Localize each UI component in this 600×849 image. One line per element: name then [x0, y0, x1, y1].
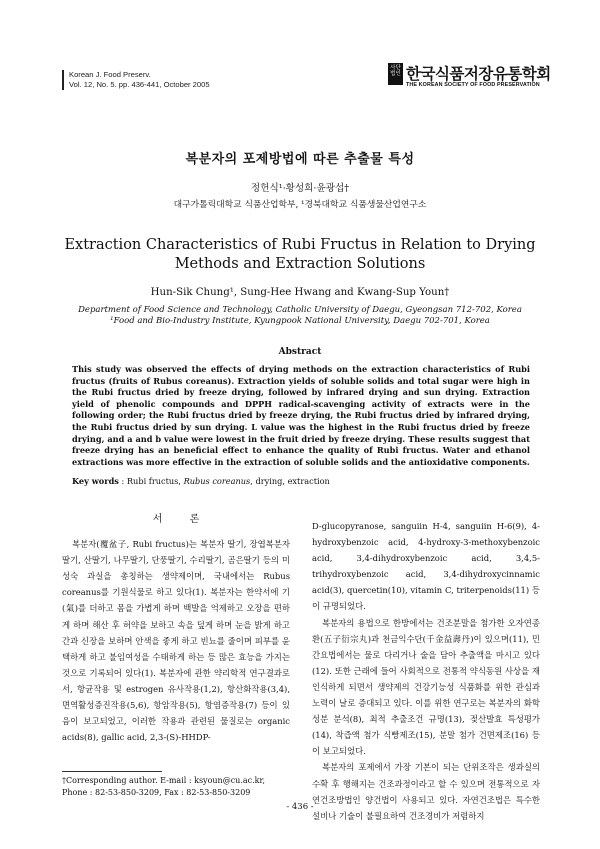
korean-affiliation: 대구가톨릭대학교 식품산업학부, ¹경북대학교 식품생물산업연구소 [173, 200, 427, 210]
korean-authors: 정헌식¹·황성희·윤광섭† [250, 183, 350, 194]
intro-paragraph-1-continued: D-glucopyranose, sanguiin H-4, sanguiin H-6(9), 4-hydroxybenzoic acid, 4-hydroxy-3-methoxybenzoic acid, 3,4-dihydroxybenzoic acid, 3,4,5-trihydroxybenzoic acid, 3,4-dihydroxycinnamic acid(3), quercetin(10), vitamin C, triterpenoids(11) 등이 규명되었다. [312, 521, 540, 612]
journal-name: Korean J. Food Preserv. [62, 70, 210, 80]
keywords-part-b: , drying, extraction [250, 476, 330, 486]
society-logo [388, 63, 551, 91]
footnote-divider [62, 771, 162, 772]
intro-paragraph-2: 복분자의 용법으로 한방에서는 건조분말을 첨가한 오자연종환(五子衍宗丸)과 천금익수단(千金益壽丹)이 있으며(11), 민간요법에서는 물로 다리거나 술을 담아 추출액을 마시고 있다(12). 또한 근래에 들어 사회적으로 전통적 약식동원 사상을 재인식하게 되면서 생약제의 건강기능성 식품화를 위한 관심과 노력이 날로 증대되고 있다. 이를 위한 연구로는 복분자의 화학성분 분석(8), 최적 추출조건 규명(13), 젖산발효 특성평가(14), 착즙액 첨가 식빵제조(15), 분말 첨가 건면제조(16) 등이 보고되었다. [312, 617, 540, 757]
society-mark-icon: 사단 법인 [388, 63, 403, 85]
abstract-heading: Abstract [278, 347, 322, 357]
corresponding-author-footnote [62, 775, 302, 799]
english-title-line2: Methods and Extraction Solutions [174, 256, 426, 272]
journal-info [62, 70, 210, 90]
english-affiliation-line2: ¹Food and Bio-Industry Institute, Kyungpook National University, Daegu 702-701, Korea [110, 316, 490, 326]
intro-paragraph-1: 복분자(覆盆子, Rubi fructus)는 복분자 딸기, 장엽복분자딸기, 산딸기, 나무딸기, 단풍딸기, 수리딸기, 곰은딸기 등의 미성숙 과실을 총칭하는 생약제이며, 국내에서는 Rubus coreanus를 기원식물로 하고 있다(1). 복분자는 한약서에 기(氣)를 더하고 몸을 가볍게 하며 백발을 억제하고 오장을 편하게 하며 해산 후 허약을 보하고 속을 덮게 하며 눈을 밝게 하고 간과 신장을 보하며 안색을 좋게 하고 빈뇨를 줄이며 피부를 윤택하게 하고 불임여성을 수태하게 하는 등 많은 효능을 가지는 것으로 기록되어 있다(1). 복분자에 관한 약리학적 연구결과로서, 항균작용 및 estrogen 유사작용(1,2), 항산화작용(3,4), 면역활성증진작용(5,6), 항암작용(5), 항염증작용(7) 등이 있음이 보고되었고, 이러한 작용과 관련된 물질로는 organic acids(8), gallic acid, 2,3-(S)-HHDP- [62, 539, 290, 743]
society-name-english: THE KOREAN SOCIETY OF FOOD PRESERVATION [406, 82, 540, 88]
keywords-part-a: Rubi fructus, [126, 476, 184, 486]
english-affiliation-line1: Department of Food Science and Technology, Catholic University of Daegu, Gyeongsan 712-702, Korea [78, 305, 522, 315]
keywords-italic: Rubus coreanus [183, 476, 251, 486]
keywords [72, 476, 530, 486]
english-title-line1: Extraction Characteristics of Rubi Fructus in Relation to Drying [64, 237, 536, 253]
left-column [62, 512, 290, 745]
english-authors: Hun-Sik Chung¹, Sung-Hee Hwang and Kwang-Sup Youn† [150, 287, 450, 298]
intro-paragraph-3: 복분자의 포제에서 가장 기본이 되는 단위조작은 생과실의 수확 후 행해지는 건조과정이라고 할 수 있으며 전통적으로 자연건조방법인 양건법이 사용되고 있다. 자연건조법은 특수한 설비나 기술이 불필요하여 건조경비가 저렴하지 [312, 762, 540, 821]
page-number: - 436 - [286, 802, 314, 812]
footnote-line1: †Corresponding author. E-mail : ksyoun@cu.ac.kr, [62, 776, 265, 785]
footnote-line2: Phone : 82-53-850-3209, Fax : 82-53-850-3209 [62, 788, 251, 797]
society-name-korean: 한국식품저장유통학회 [406, 65, 551, 83]
keywords-label: Key words [72, 476, 119, 486]
right-column [312, 518, 540, 824]
journal-volume: Vol. 12, No. 5. pp. 436-441, October 2005 [62, 80, 210, 90]
korean-title: 복분자의 포제방법에 따른 추출물 특성 [185, 152, 415, 167]
section-title-introduction: 서 론 [152, 514, 212, 525]
english-affiliation [0, 305, 600, 327]
abstract-body: This study was observed the effects of drying methods on the extraction characteristics of Rubi fructus (fruits of Rubus coreanus). Extraction yields of soluble solids and total sugar were high in the Rubi fructus dried by freeze drying, followed by infrared drying and sun drying. Extraction yield of phenolic compounds and DPPH radical-scavenging activity of extracts were in the following order; the Rubi fructus dried by freeze drying, the Rubi fructus dried by infrared drying, the Rubi fructus dried by sun drying. L value was the highest in the Rubi fructus dried by freeze drying, and a and b value were lowest in the fruit dried by freeze drying. These results suggest that freeze drying has an beneficial effect to enhance the quality of Rubi fructus. Water and ethanol extractions was more effective in the extraction of soluble solids and the antioxidative components. [72, 364, 530, 467]
english-title [0, 236, 600, 274]
keywords-separator: : [118, 476, 127, 486]
